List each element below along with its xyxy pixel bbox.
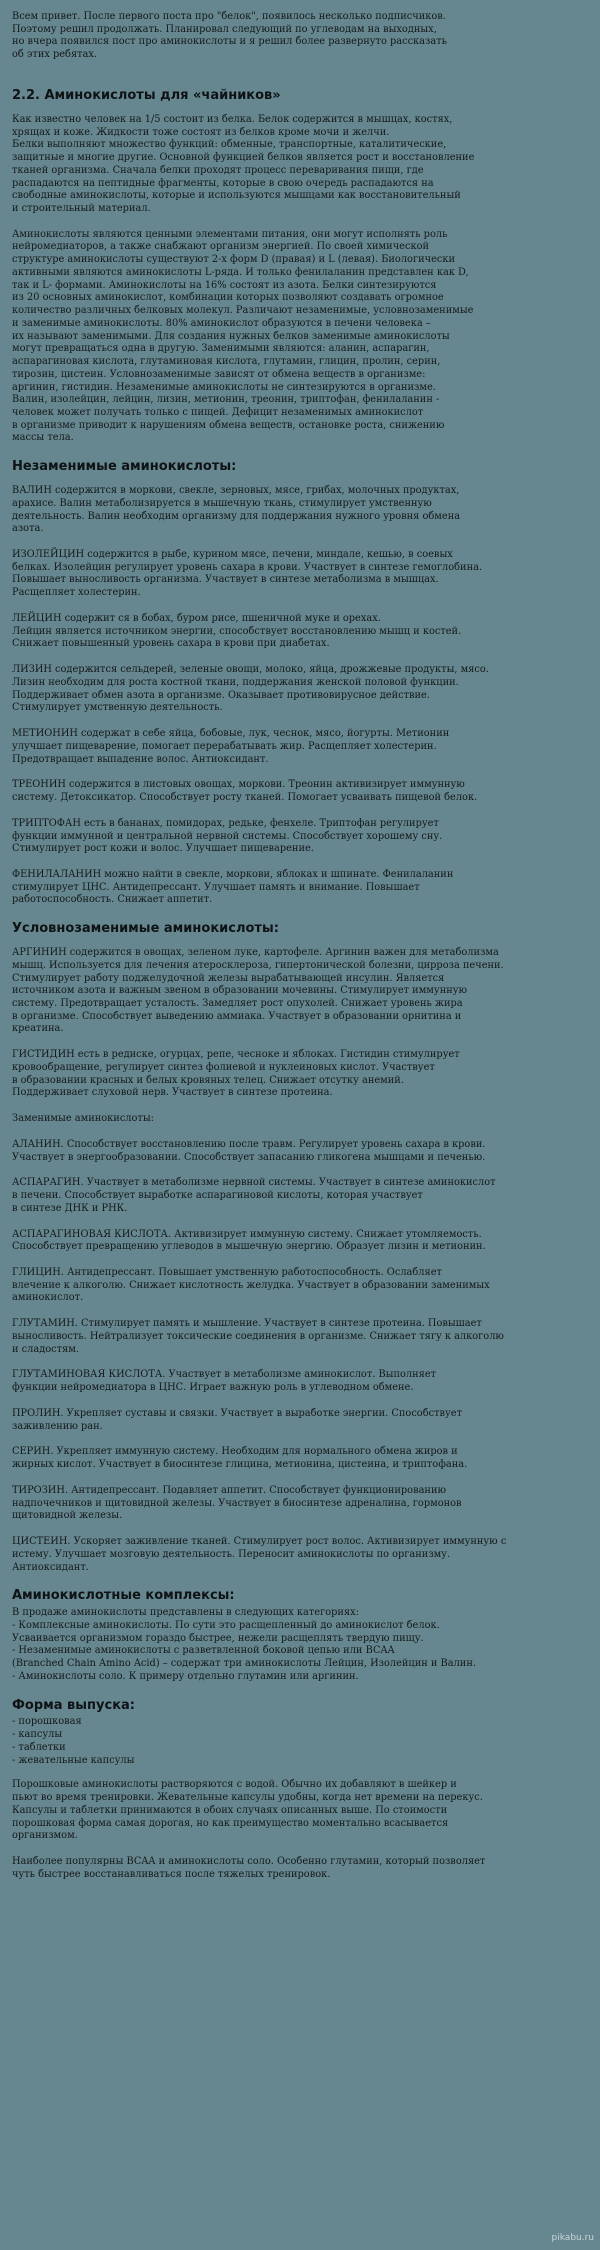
amino-acid-entry: АСПАРАГИНОВАЯ КИСЛОТА. Активизирует иммунную систему. Снижает утомляемость. Способствует превращению углеводов в мышечную энергию. Образует лизин и метионин. xyxy=(12,1228,486,1253)
forms-paragraph: Порошковые аминокислоты растворяются с водой. Обычно их добавляют в шейкер и пьют во время тренировки. Жевательные капсулы удобны, когда нет времени на перекус. Капсулы и таблетки принимаются в обоих случаях описанных выше. По стоимости порошковая форма самая дорогая, но как преимущество моментально всасывается организмом. xyxy=(12,1779,483,1842)
amino-acid-entry: ТРЕОНИН содержится в листовых овощах, моркови. Треонин активизирует иммунную систему. Детоксикатор. Способствует росту тканей. Помогает усваивать пищевой белок. xyxy=(12,779,478,804)
amino-acid-entry: МЕТИОНИН содержат в себе яйца, бобовые, лук, чеснок, мясо, йогурты. Метионин улучшает пищеварение, помогает перерабатывать жир. Расщепляет холестерин. Предотвращает выпадение волос. Антиоксидант. xyxy=(12,728,450,765)
forms-heading: Форма выпуска: xyxy=(12,1697,135,1713)
forms-list xyxy=(12,1716,588,1767)
amino-acid-entry: ГЛИЦИН. Антидепрессант. Повышает умственную работоспособность. Ослабляет влечение к алкоголю. Снижает кислотность желудка. Участвует в образовании заменимых аминокислот. xyxy=(12,1267,490,1304)
overview-paragraph: Как известно человек на 1/5 состоит из белка. Белок содержится в мышцах, костях, хрящах и коже. Жидкости тоже состоят из белков кроме мочи и желчи. Белки выполняют множество функций: обменные, транспортные, каталитические, защитные и многие другие. Основной функцией белков является рост и восстановление тканей организма. Сначала белки проходят процесс переваривания пищи, где распадаются на пептидные фрагменты, которые в свою очередь распадаются на свободные аминокислоты, которые и используются мышцами как восстановительный и строительный материал. xyxy=(12,113,475,214)
list-item: - жевательные капсулы xyxy=(12,1754,135,1766)
amino-acid-entry: АЛАНИН. Способствует восстановлению после травм. Регулирует уровень сахара в крови. Участвует в энергообразовании. Способствует запасанию гликогена мышцами и печенью. xyxy=(12,1138,486,1163)
closing-paragraph: Наиболее популярны BCAA и аминокислоты соло. Особенно глутамин, который позволяет чуть быстрее восстанавливаться после тяжелых тренировок. xyxy=(12,1856,486,1880)
amino-acid-entry: ПРОЛИН. Укрепляет суставы и связки. Участвует в выработке энергии. Способствует заживлению ран. xyxy=(12,1407,463,1432)
amino-acid-entry: ЛЕЙЦИН содержит ся в бобах, буром рисе, пшеничной муке и орехах. Лейцин является источником энергии, способствует восстановлению мышц и костей. Снижает повышенный уровень сахара в крови при диабетах. xyxy=(12,612,462,650)
amino-acid-entry: ТРИПТОФАН есть в бананах, помидорах, редьке, фенхеле. Триптофан регулирует функции иммунной и центральной нервной системы. Способствует хорошему сну. Стимулирует рост кожи и волос. Улучшает пищеварение. xyxy=(12,817,443,855)
amino-acid-entry: АРГИНИН содержится в овощах, зеленом луке, картофеле. Аргинин важен для метаболизма мышц. Используется для лечения атеросклероза, гипертонической болезни, цирроза печени. Стимулирует работу поджелудочной железы вырабатывающей инсулин. Является источником азота и важным звеном в образовании мочевины. Стимулирует иммунную систему. Предотвращает усталость. Замедляет рост опухолей. Снижает уровень жира в организме. Способствует выведению аммиака. Участвует в образовании орнитина и креатина. xyxy=(12,947,504,1035)
amino-acid-entry: ГИСТИДИН есть в редиске, огурцах, репе, чесноке и яблоках. Гистидин стимулирует кровообращение, регулирует синтез фолиевой и нуклеиновых кислот. Участвует в образовании красных и белых кровяных телец. Снижает отсутку анемий. Поддерживает слуховой нерв. Участвует в синтезе протеина. xyxy=(12,1049,460,1099)
nonessential-heading: Заменимые аминокислоты: xyxy=(12,1113,154,1125)
site-watermark: pikabu.ru xyxy=(551,2233,594,2244)
amino-acid-entry: ЦИСТЕИН. Ускоряет заживление тканей. Стимулирует рост волос. Активизирует иммунную с истему. Улучшает мозговую деятельность. Переносит аминокислоты по организму. Антиоксидант. xyxy=(12,1536,507,1573)
amino-acid-entry: СЕРИН. Укрепляет иммунную систему. Необходим для нормального обмена жиров и жирных кислот. Участвует в биосинтезе глицина, метионина, цистеина, и триптофана. xyxy=(12,1446,468,1471)
amino-acid-entry: ГЛУТАМИН. Стимулирует память и мышление. Участвует в синтезе протеина. Повышает выносливость. Нейтрализует токсические соединения в организме. Снижает тягу к алкоголю и сладостям. xyxy=(12,1318,504,1355)
essential-heading: Незаменимые аминокислоты: xyxy=(12,459,237,475)
list-item: - таблетки xyxy=(12,1741,66,1753)
overview-paragraph: Аминокислоты являются ценными элементами питания, они могут исполнять роль нейромедиаторов, а также снабжают организм энергией. По своей химической структуре аминокислоты существуют 2-х форм D (правая) и L (левая). Биологически активными являются аминокислоты L-ряда. И только фенилаланин представлен как D, так и L- формами. Аминокислоты на 16% состоят из азота. Белки синтезируются из 20 основных аминокислот, комбинации которых позволяют создавать огромное количество различных белковых молекул. Различают незаменимые, условнозаменимые и заменимые аминокислоты. 80% аминокислот образуются в печени человека – их называют заменимыми. Для создания нужных белков заменимые аминокислоты могут превращаться одна в другую. Заменимыми являются: аланин, аспарагин, аспарагиновая кислота, глутаминовая кислота, глутамин, глицин, пролин, серин, тирозин, цистеин. Условнозаменимые зависят от обмена веществ в организме: аргинин, гистидин. Незаменимые аминокислоты не синтезируются в организме. Валин, изолейцин, лейцин, лизин, метионин, треонин, триптофан, фенилаланин - человек может получать только с пищей. Дефицит незаменимых аминокислот в организме приводит к нарушениям обмена веществ, остановке роста, снижению массы тела. xyxy=(12,228,474,444)
conditional-heading: Условнозаменимые аминокислоты: xyxy=(12,921,279,937)
amino-acid-entry: ТИРОЗИН. Антидепрессант. Подавляет аппетит. Способствует функционированию надпочечников и щитовидной железы. Участвует в биосинтезе адреналина, гормонов щитовидной железы. xyxy=(12,1484,462,1522)
section-title: 2.2. Аминокислоты для «чайников» xyxy=(12,87,281,103)
list-item: - капсулы xyxy=(12,1729,63,1741)
amino-acid-entry: ГЛУТАМИНОВАЯ КИСЛОТА. Участвует в метаболизме аминокислот. Выполняет функции нейромедиатора в ЦНС. Играет важную роль в углеводном обмене. xyxy=(12,1369,437,1394)
amino-acid-entry: АСПАРАГИН. Участвует в метаболизме нервной системы. Участвует в синтезе аминокислот в печени. Способствует выработке аспарагиновой кислоты, которая участвует в синтезе ДНК и РНК. xyxy=(12,1177,496,1214)
complexes-paragraph: В продаже аминокислоты представлены в следующих категориях: - Комплексные аминокислоты. По сути это расщепленный до аминокислот белок. Усваивается организмом гораздо быстрее, нежели расщеплять твердую пищу. - Незаменимые аминокислоты с разветвленной боковой цепью или BCAA (Branched Chain Amino Acid) – содержат три аминокислоты Лейцин, Изолейцин и Валин. - Аминокислоты соло. К примеру отдельно глутамин или аргинин. xyxy=(12,1607,476,1682)
amino-acid-entry: ЛИЗИН содержится сельдерей, зеленые овощи, молоко, яйца, дрожжевые продукты, мясо. Лизин необходим для роста костной ткани, поддержания женской половой функции. Поддерживает обмен азота в организме. Оказывает противовирусное действие. Стимулирует умственную деятельность. xyxy=(12,664,489,714)
complexes-heading: Аминокислотные комплексы: xyxy=(12,1588,235,1604)
amino-acid-entry: ФЕНИЛАЛАНИН можно найти в свекле, моркови, яблоках и шпинате. Фенилаланин стимулирует ЦНС. Антидепрессант. Улучшает память и внимание. Повышает работоспособность. Снижает аппетит. xyxy=(12,868,454,906)
amino-acid-entry: ВАЛИН содержится в моркови, свекле, зерновых, мясе, грибах, молочных продуктах, арахисе. Валин метаболизируется в мышечную ткань, стимулирует умственную деятельность. Валин необходим организму для поддержания нужного уровня обмена азота. xyxy=(12,485,461,535)
list-item: - порошковая xyxy=(12,1716,82,1728)
intro-paragraph: Всем привет. После первого поста про "белок", появилось несколько подписчиков. Поэтому решил продолжать. Планировал следующий по углеводам на выходных, но вчера появился пост про аминокислоты и я решил более развернуто рассказать об этих ребятах. xyxy=(12,11,447,61)
amino-acid-entry: ИЗОЛЕЙЦИН содержится в рыбе, курином мясе, печени, миндале, кешью, в соевых белках. Изолейцин регулирует уровень сахара в крови. Участвует в синтезе гемоглобина. Повышает выносливость организма. Участвует в синтезе метаболизма в мышцах. Расщепляет холестерин. xyxy=(12,549,483,599)
